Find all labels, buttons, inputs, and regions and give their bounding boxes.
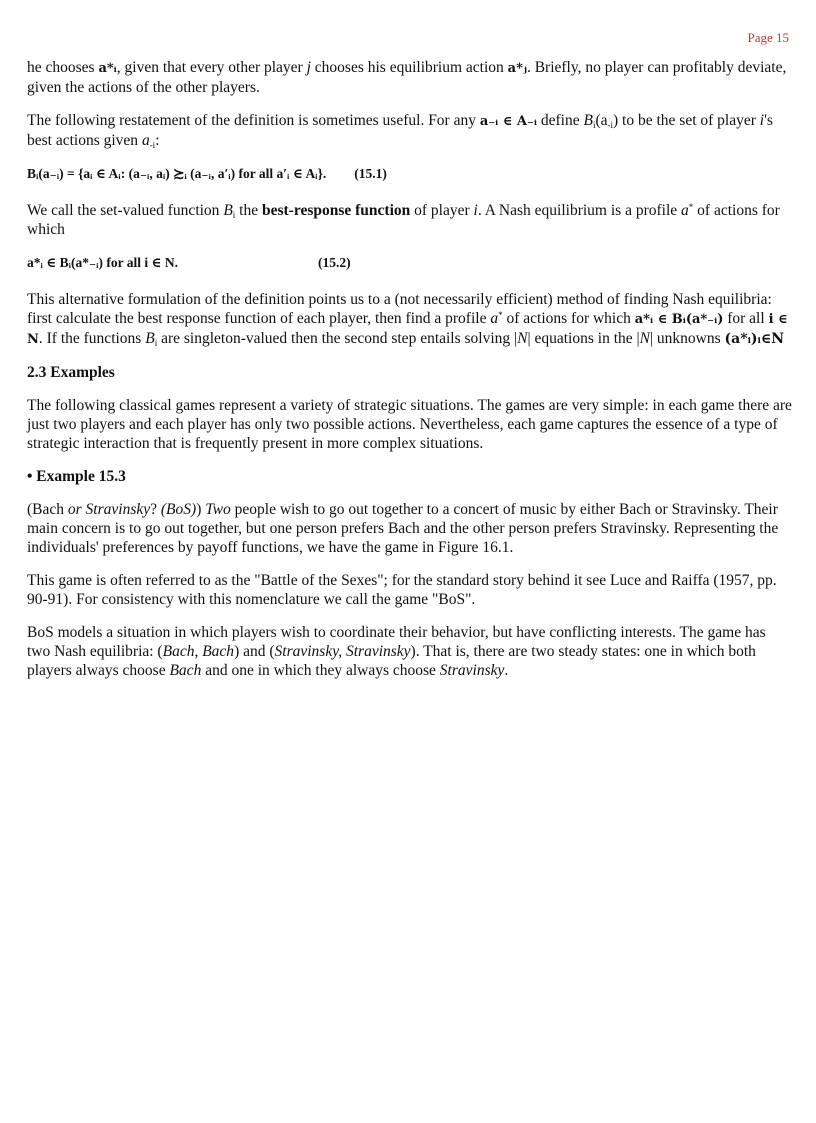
paragraph-restatement: The following restatement of the definition is sometimes useful. For any a₋ᵢ ∈ A₋ᵢ define $B_i(a_{-i})$ to be the set of player i's best actions given $a_{-i}$: <box>27 112 773 150</box>
term-best-response-function: best-response function <box>261 202 411 219</box>
equation-15-2 <box>27 253 792 272</box>
math-i-in-N: i ∈ N <box>27 312 788 347</box>
math-best-response-membership: a*ᵢ ∈ Bᵢ(a*₋ᵢ) <box>634 312 724 327</box>
math-a-star-i: a*ᵢ <box>98 61 117 76</box>
equation-formula: a*ᵢ ∈ Bᵢ(a*₋ᵢ) for all i ∈ N. <box>27 255 179 270</box>
paragraph-method: This alternative formulation of the definition points us to a (not necessarily efficient) method of finding Nash equilibria: first calculate the best response function of each player, then find a profile a* of actions for which a*ᵢ ∈ Bᵢ(a*₋ᵢ) for all i ∈ N. If the functions $B_i$ are singleton-valued then the second step entails solving |N| equations in the |N| unknowns (a*ᵢ)ᵢ∈N <box>27 291 788 348</box>
paragraph-classical-games: The following classical games represent a variety of strategic situations. The games are very simple: in each game there are just two players and each player has only two possible actions. Nevertheless, each game captures the essence of a type of strategic interaction that is frequently present in more complex situations. <box>27 397 792 452</box>
paragraph-bos-description: (Bach or Stravinsky? (BoS)) Two people wish to go out together to a concert of music by either Bach or Stravinsky. Their main concern is to go out together, but one person prefers Bach and the other person prefers Stravinsky. Representing the individuals' preferences by payoff functions, we have the game in Figure 16.1. <box>27 501 779 556</box>
paragraph-battle-of-sexes: This game is often referred to as the "Battle of the Sexes"; for the standard story behind it see Luce and Raiffa (1957, pp. 90-91). For consistency with this nomenclature we call the game "BoS". <box>27 572 777 608</box>
example-heading: • Example 15.3 <box>27 468 126 485</box>
math-a-minus-i-in-A: a₋ᵢ ∈ A₋ᵢ <box>479 114 537 129</box>
page-number: Page 15 <box>747 30 789 45</box>
equation-number: (15.1) <box>354 166 387 181</box>
paragraph-best-response: We call the set-valued function $B_i$ the best-response function of player i. A Nash equilibrium is a profile a* of actions for which <box>27 202 780 238</box>
equation-15-1 <box>27 164 792 183</box>
paragraph-equilibrium-intro: he chooses a*ᵢ, given that every other player j chooses his equilibrium action a*ⱼ. Briefly, no player can profitably deviate, given the actions of the other players. <box>27 59 787 96</box>
math-unknowns: (a*ᵢ)ᵢ∈N <box>724 331 785 347</box>
document-body <box>27 58 792 694</box>
math-a-star-j: a*ⱼ <box>507 61 527 76</box>
equation-formula: Bᵢ(a₋ᵢ) = {aᵢ ∈ Aᵢ: (a₋ᵢ, aᵢ) ≿ᵢ (a₋ᵢ, a′ᵢ) for all a′ᵢ ∈ Aᵢ}. <box>27 166 327 181</box>
equation-number: (15.2) <box>318 255 351 270</box>
section-heading-examples: 2.3 Examples <box>27 364 115 381</box>
paragraph-bos-equilibria: BoS models a situation in which players wish to coordinate their behavior, but have conflicting interests. The game has two Nash equilibria: (Bach, Bach) and (Stravinsky, Stravinsky). That is, there are two steady states: one in which both players always choose Bach and one in which they always choose Stravinsky. <box>27 624 766 679</box>
